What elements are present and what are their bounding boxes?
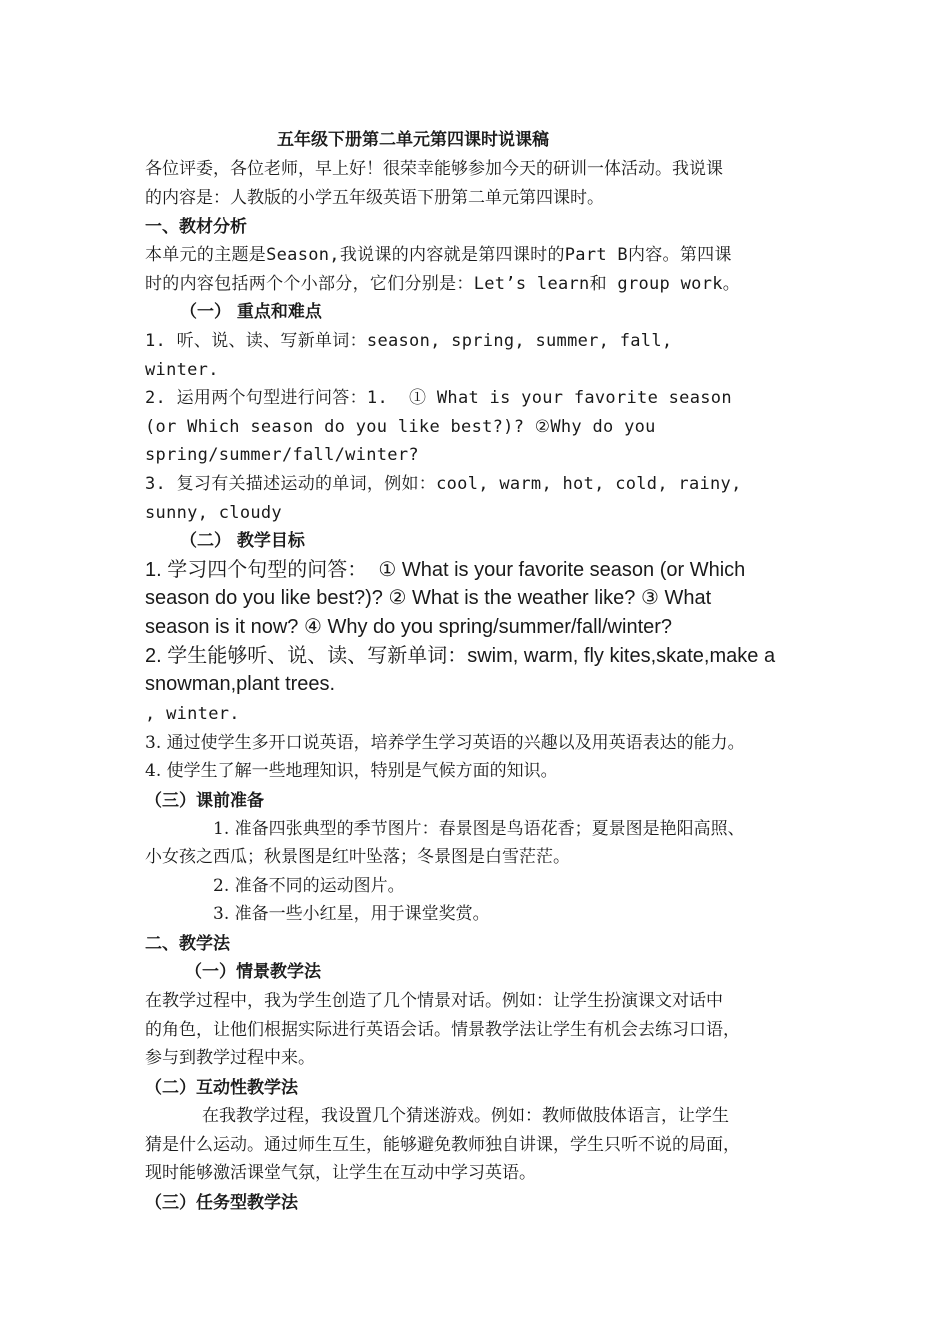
subsection-heading: （一） 重点和难点: [180, 302, 322, 322]
paragraph-line: 的内容是：人教版的小学五年级英语下册第二单元第四课时。: [145, 188, 604, 208]
document-title: 五年级下册第二单元第四课时说课稿: [277, 130, 549, 150]
paragraph-line: 在教学过程中，我为学生创造了几个情景对话。例如：让学生扮演课文对话中: [145, 991, 723, 1011]
section-heading: 一、教材分析: [145, 217, 247, 237]
subsection-heading: （二）互动性教学法: [145, 1078, 298, 1098]
paragraph-line: 现时能够激活课堂气氛，让学生在互动中学习英语。: [145, 1163, 536, 1183]
section-heading: 二、教学法: [145, 934, 230, 954]
paragraph-line: 时的内容包括两个个小部分，它们分别是：Let’s learn和 group work。: [145, 274, 741, 294]
list-item: 3. 准备一些小红星，用于课堂奖赏。: [213, 904, 490, 924]
list-item: , winter.: [145, 704, 240, 724]
list-item: sunny, cloudy: [145, 503, 282, 523]
list-item: 小女孩之西瓜；秋景图是红叶坠落；冬景图是白雪茫茫。: [145, 847, 570, 867]
subsection-heading: （一）情景教学法: [185, 962, 321, 982]
list-item: 1. 学习四个句型的问答： ① What is your favorite season (or Which: [145, 559, 746, 581]
subsection-heading: （三）任务型教学法: [145, 1193, 298, 1213]
subsection-heading: （三）课前准备: [145, 791, 264, 811]
subsection-heading: （二） 教学目标: [180, 531, 305, 551]
list-item: (or Which season do you like best?)? ②Why do you: [145, 417, 656, 437]
list-item: 2. 学生能够听、说、读、写新单词：swim, warm, fly kites,skate,make a: [145, 645, 776, 667]
paragraph-line: 在我教学过程，我设置几个猜迷游戏。例如：教师做肢体语言，让学生: [202, 1106, 729, 1126]
list-item: season is it now? ④ Why do you spring/summer/fall/winter?: [145, 616, 673, 638]
list-item: winter.: [145, 360, 219, 380]
list-item: 2. 准备不同的运动图片。: [213, 876, 405, 896]
paragraph-line: 参与到教学过程中来。: [145, 1048, 315, 1068]
list-item: 3. 通过使学生多开口说英语，培养学生学习英语的兴趣以及用英语表达的能力。: [145, 733, 745, 753]
list-item: 1. 听、说、读、写新单词：season, spring, summer, fall,: [145, 331, 673, 351]
list-item: 2. 运用两个句型进行问答：1. ① What is your favorite season: [145, 388, 732, 408]
list-item: snowman,plant trees.: [145, 673, 336, 695]
paragraph-line: 本单元的主题是Season,我说课的内容就是第四课时的Part B内容。第四课: [145, 245, 732, 265]
paragraph-line: 猜是什么运动。通过师生互生，能够避免教师独自讲课，学生只听不说的局面，: [145, 1135, 740, 1155]
list-item: 4. 使学生了解一些地理知识，特别是气候方面的知识。: [145, 761, 558, 781]
paragraph-line: 的角色，让他们根据实际进行英语会话。情景教学法让学生有机会去练习口语，: [145, 1020, 740, 1040]
paragraph-line: 各位评委，各位老师，早上好！很荣幸能够参加今天的研训一体活动。我说课: [145, 159, 723, 179]
list-item: season do you like best?)? ② What is the weather like? ③ What: [145, 587, 712, 609]
list-item: 1. 准备四张典型的季节图片：春景图是鸟语花香；夏景图是艳阳高照、: [213, 819, 745, 839]
list-item: spring/summer/fall/winter?: [145, 445, 419, 465]
list-item: 3. 复习有关描述运动的单词，例如：cool, warm, hot, cold, rainy,: [145, 474, 742, 494]
